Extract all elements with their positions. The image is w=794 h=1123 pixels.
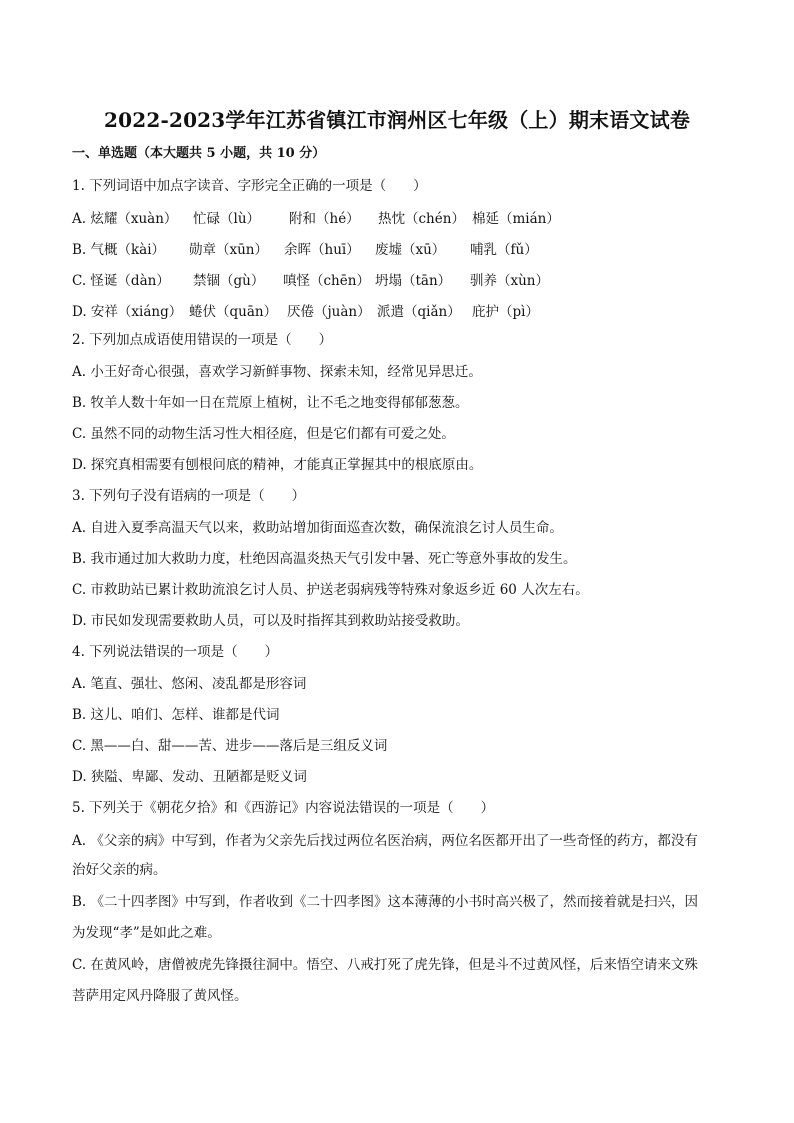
question-2-option-b: B. 牧羊人数十年如一日在荒原上植树，让不毛之地变得郁郁葱葱。 <box>72 395 469 411</box>
option-a-word-1: A. 炫耀（xuàn） <box>72 211 178 227</box>
option-a-word-3: 附和（hé） <box>289 211 360 227</box>
option-c-word-5: 驯养（xùn） <box>470 273 550 289</box>
option-d-word-2: 蜷伏（quān） <box>189 304 278 320</box>
option-a-word-2: 忙碌（lù） <box>193 211 261 227</box>
option-d-word-3: 厌倦（juàn） <box>287 304 371 320</box>
option-d-word-5: 庇护（pì） <box>472 304 539 320</box>
question-4-option-a: A. 笔直、强壮、悠闲、凌乱都是形容词 <box>72 676 307 692</box>
question-5-option-b-line-2: 为发现“孝”是如此之难。 <box>72 925 221 941</box>
section-heading: 一、单选题（本大题共 5 小题，共 10 分） <box>72 146 326 161</box>
question-2-stem: 2. 下列加点成语使用错误的一项是（ ） <box>72 332 333 348</box>
option-a-word-4: 热忱（chén） <box>378 211 465 227</box>
page-title: 2022-2023学年江苏省镇江市润州区七年级（上）期末语文试卷 <box>103 108 691 132</box>
option-d-word-1: D. 安祥（xiáng） <box>72 304 183 320</box>
question-4-stem: 4. 下列说法错误的一项是（ ） <box>72 644 279 660</box>
option-b-word-5: 哺乳（fǔ） <box>470 242 538 258</box>
option-c-word-1: C. 怪诞（dàn） <box>72 273 170 289</box>
question-3-option-c: C. 市救助站已累计救助流浪乞讨人员、护送老弱病残等特殊对象返乡近 60 人次左右。 <box>72 582 589 598</box>
question-4-option-c: C. 黑——白、甜——苦、进步——落后是三组反义词 <box>72 738 388 754</box>
question-4-option-b: B. 这儿、咱们、怎样、谁都是代词 <box>72 707 280 723</box>
option-c-word-2: 禁锢（gù） <box>193 273 265 289</box>
question-2-option-c: C. 虽然不同的动物生活习性大相径庭，但是它们都有可爱之处。 <box>72 426 455 442</box>
question-3-option-a: A. 自进入夏季高温天气以来，救助站增加街面巡查次数，确保流浪乞讨人员生命。 <box>72 520 563 536</box>
question-1-stem: 1. 下列词语中加点字读音、字形完全正确的一项是（ ） <box>72 178 427 194</box>
option-b-word-4: 废墟（xū） <box>375 242 446 258</box>
question-5-stem: 5. 下列关于《朝花夕拾》和《西游记》内容说法错误的一项是（ ） <box>72 800 495 816</box>
option-c-word-3: 嗔怪（chēn） <box>283 273 370 289</box>
question-5-option-c-line-2: 菩萨用定风丹降服了黄风怪。 <box>72 988 248 1004</box>
question-2-option-a: A. 小王好奇心很强，喜欢学习新鲜事物、探索未知，经常见异思迁。 <box>72 364 482 380</box>
option-d-word-4: 派遣（qiǎn） <box>377 304 461 320</box>
option-b-word-2: 勋章（xūn） <box>189 242 269 258</box>
question-3-option-b: B. 我市通过加大救助力度，杜绝因高温炎热天气引发中暑、死亡等意外事故的发生。 <box>72 551 577 567</box>
question-2-option-d: D. 探究真相需要有刨根问底的精神，才能真正掌握其中的根底原由。 <box>72 457 483 473</box>
option-b-word-3: 余晖（huī） <box>284 242 360 258</box>
question-4-option-d: D. 狭隘、卑鄙、发动、丑陋都是贬义词 <box>72 769 307 785</box>
question-5-option-a-line-1: A. 《父亲的病》中写到，作者为父亲先后找过两位名医治病，两位名医都开出了一些奇怪的药方，都没有 <box>72 833 698 849</box>
option-b-word-1: B. 气概（kài） <box>72 242 166 258</box>
question-5-option-b-line-1: B. 《二十四孝图》中写到，作者收到《二十四孝图》这本薄薄的小书时高兴极了，然而接着就是扫兴，因 <box>72 894 699 910</box>
option-c-word-4: 坍塌（tān） <box>375 273 452 289</box>
option-a-word-5: 棉延（mián） <box>472 211 560 227</box>
question-5-option-a-line-2: 治好父亲的病。 <box>72 862 167 878</box>
question-3-stem: 3. 下列句子没有语病的一项是（ ） <box>72 488 306 504</box>
question-5-option-c-line-1: C. 在黄风岭，唐僧被虎先锋摄往洞中。悟空、八戒打死了虎先锋，但是斗不过黄风怪，后来悟空请来文殊 <box>72 957 698 973</box>
question-3-option-d: D. 市民如发现需要救助人员，可以及时指挥其到救助站接受救助。 <box>72 613 469 629</box>
